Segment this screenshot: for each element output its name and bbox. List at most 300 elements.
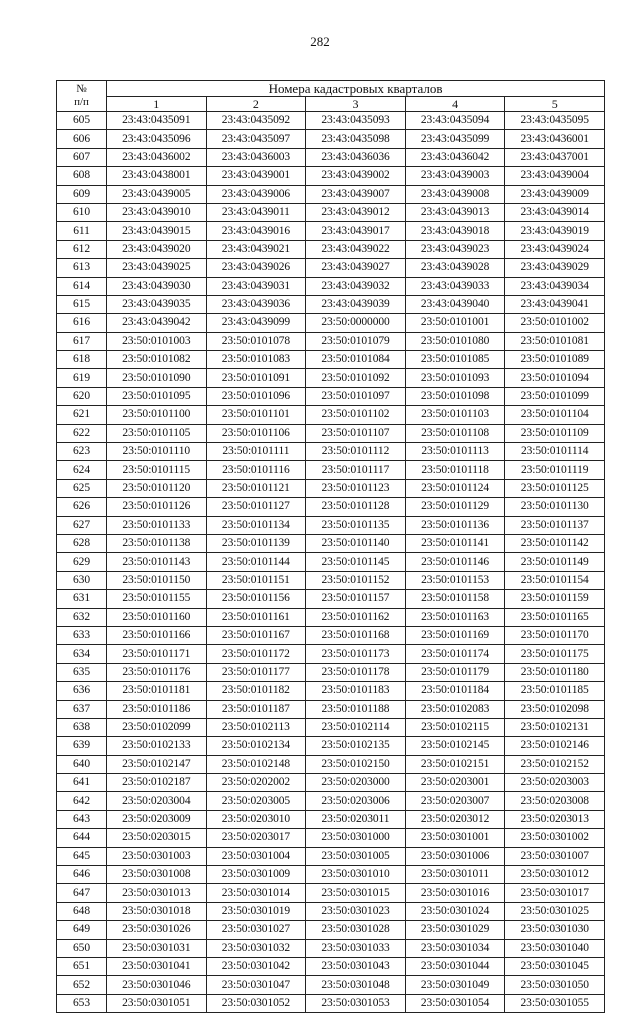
row-number: 606 xyxy=(57,130,107,148)
cadastral-number-cell: 23:50:0101082 xyxy=(107,351,207,369)
cadastral-number-cell: 23:50:0101139 xyxy=(206,534,306,552)
cadastral-number-cell: 23:43:0439022 xyxy=(306,240,406,258)
cadastral-number-cell: 23:43:0439032 xyxy=(306,277,406,295)
cadastral-number-cell: 23:50:0301028 xyxy=(306,921,406,939)
cadastral-number-cell: 23:50:0301016 xyxy=(405,884,505,902)
cadastral-number-cell: 23:50:0203005 xyxy=(206,792,306,810)
cadastral-number-cell: 23:50:0101156 xyxy=(206,590,306,608)
cadastral-number-cell: 23:43:0439039 xyxy=(306,295,406,313)
cadastral-number-cell: 23:43:0439034 xyxy=(505,277,605,295)
cadastral-number-cell: 23:50:0102115 xyxy=(405,718,505,736)
cadastral-number-cell: 23:50:0301025 xyxy=(505,902,605,920)
row-number: 612 xyxy=(57,240,107,258)
cadastral-number-cell: 23:43:0436001 xyxy=(505,130,605,148)
table-row xyxy=(57,939,605,957)
cadastral-number-cell: 23:50:0101129 xyxy=(405,498,505,516)
cadastral-number-cell: 23:43:0439005 xyxy=(107,185,207,203)
cadastral-number-cell: 23:43:0435094 xyxy=(405,112,505,130)
cadastral-number-cell: 23:50:0301007 xyxy=(505,847,605,865)
cadastral-number-cell: 23:50:0101171 xyxy=(107,645,207,663)
cadastral-number-cell: 23:43:0439010 xyxy=(107,203,207,221)
table-row xyxy=(57,571,605,589)
cadastral-number-cell: 23:43:0439019 xyxy=(505,222,605,240)
cadastral-number-cell: 23:50:0101108 xyxy=(405,424,505,442)
cadastral-number-cell: 23:50:0101130 xyxy=(505,498,605,516)
cadastral-number-cell: 23:43:0439011 xyxy=(206,203,306,221)
cadastral-number-cell: 23:50:0301031 xyxy=(107,939,207,957)
row-number: 638 xyxy=(57,718,107,736)
cadastral-number-cell: 23:50:0101135 xyxy=(306,516,406,534)
row-number: 614 xyxy=(57,277,107,295)
cadastral-number-cell: 23:50:0301000 xyxy=(306,829,406,847)
cadastral-number-cell: 23:50:0101109 xyxy=(505,424,605,442)
table-row xyxy=(57,406,605,424)
cadastral-number-cell: 23:43:0439026 xyxy=(206,259,306,277)
cadastral-quarters-table xyxy=(56,80,605,1013)
cadastral-number-cell: 23:50:0101184 xyxy=(405,682,505,700)
cadastral-number-cell: 23:50:0101078 xyxy=(206,332,306,350)
header-row-columns xyxy=(57,97,605,112)
cadastral-number-cell: 23:43:0435097 xyxy=(206,130,306,148)
cadastral-number-cell: 23:50:0101178 xyxy=(306,663,406,681)
cadastral-number-cell: 23:50:0101186 xyxy=(107,700,207,718)
cadastral-number-cell: 23:50:0203006 xyxy=(306,792,406,810)
cadastral-number-cell: 23:43:0439040 xyxy=(405,295,505,313)
cadastral-number-cell: 23:50:0301045 xyxy=(505,957,605,975)
cadastral-number-cell: 23:50:0101080 xyxy=(405,332,505,350)
cadastral-number-cell: 23:50:0301041 xyxy=(107,957,207,975)
cadastral-number-cell: 23:50:0101134 xyxy=(206,516,306,534)
row-number: 644 xyxy=(57,829,107,847)
cadastral-quarters-header: Номера кадастровых кварталов xyxy=(107,81,605,97)
cadastral-number-cell: 23:50:0102146 xyxy=(505,737,605,755)
table-row xyxy=(57,957,605,975)
cadastral-number-cell: 23:50:0101150 xyxy=(107,571,207,589)
cadastral-number-cell: 23:43:0439031 xyxy=(206,277,306,295)
table-row xyxy=(57,424,605,442)
cadastral-number-cell: 23:50:0301011 xyxy=(405,866,505,884)
cadastral-number-cell: 23:43:0439023 xyxy=(405,240,505,258)
cadastral-number-cell: 23:50:0301026 xyxy=(107,921,207,939)
cadastral-number-cell: 23:43:0435096 xyxy=(107,130,207,148)
table-row xyxy=(57,167,605,185)
cadastral-number-cell: 23:50:0101097 xyxy=(306,387,406,405)
cadastral-number-cell: 23:50:0101152 xyxy=(306,571,406,589)
cadastral-number-cell: 23:50:0101144 xyxy=(206,553,306,571)
cadastral-number-cell: 23:50:0101176 xyxy=(107,663,207,681)
table-row xyxy=(57,718,605,736)
cadastral-number-cell: 23:43:0439003 xyxy=(405,167,505,185)
cadastral-number-cell: 23:50:0101126 xyxy=(107,498,207,516)
cadastral-number-cell: 23:50:0301004 xyxy=(206,847,306,865)
cadastral-number-cell: 23:50:0101115 xyxy=(107,461,207,479)
cadastral-number-cell: 23:50:0301033 xyxy=(306,939,406,957)
cadastral-number-cell: 23:50:0301030 xyxy=(505,921,605,939)
cadastral-number-cell: 23:50:0101113 xyxy=(405,443,505,461)
cadastral-number-cell: 23:50:0101081 xyxy=(505,332,605,350)
cadastral-number-cell: 23:50:0101105 xyxy=(107,424,207,442)
cadastral-number-cell: 23:50:0301047 xyxy=(206,976,306,994)
cadastral-number-cell: 23:50:0301040 xyxy=(505,939,605,957)
row-number: 605 xyxy=(57,112,107,130)
table-row xyxy=(57,277,605,295)
cadastral-number-cell: 23:50:0102152 xyxy=(505,755,605,773)
cadastral-number-cell: 23:50:0203009 xyxy=(107,810,207,828)
row-number: 632 xyxy=(57,608,107,626)
row-number: 625 xyxy=(57,479,107,497)
cadastral-number-cell: 23:50:0102099 xyxy=(107,718,207,736)
cadastral-number-cell: 23:50:0301018 xyxy=(107,902,207,920)
row-number: 622 xyxy=(57,424,107,442)
cadastral-number-cell: 23:43:0439017 xyxy=(306,222,406,240)
row-number: 623 xyxy=(57,443,107,461)
cadastral-number-cell: 23:43:0439009 xyxy=(505,185,605,203)
row-number: 642 xyxy=(57,792,107,810)
row-number: 631 xyxy=(57,590,107,608)
row-number: 634 xyxy=(57,645,107,663)
cadastral-number-cell: 23:50:0102150 xyxy=(306,755,406,773)
cadastral-number-cell: 23:50:0101093 xyxy=(405,369,505,387)
cadastral-number-cell: 23:50:0301044 xyxy=(405,957,505,975)
cadastral-number-cell: 23:50:0101136 xyxy=(405,516,505,534)
cadastral-number-cell: 23:50:0301046 xyxy=(107,976,207,994)
cadastral-number-cell: 23:50:0301002 xyxy=(505,829,605,847)
cadastral-number-cell: 23:50:0301054 xyxy=(405,994,505,1012)
cadastral-number-cell: 23:50:0301051 xyxy=(107,994,207,1012)
row-number: 620 xyxy=(57,387,107,405)
cadastral-number-cell: 23:50:0101098 xyxy=(405,387,505,405)
cadastral-number-cell: 23:50:0101128 xyxy=(306,498,406,516)
row-number: 608 xyxy=(57,167,107,185)
cadastral-number-cell: 23:50:0301006 xyxy=(405,847,505,865)
cadastral-number-cell: 23:43:0439004 xyxy=(505,167,605,185)
row-number: 611 xyxy=(57,222,107,240)
cadastral-number-cell: 23:43:0439041 xyxy=(505,295,605,313)
column-header-1: 1 xyxy=(107,97,207,112)
cadastral-number-cell: 23:50:0101123 xyxy=(306,479,406,497)
cadastral-number-cell: 23:50:0202002 xyxy=(206,774,306,792)
cadastral-number-cell: 23:43:0435092 xyxy=(206,112,306,130)
cadastral-number-cell: 23:50:0101001 xyxy=(405,314,505,332)
table-row xyxy=(57,553,605,571)
cadastral-number-cell: 23:50:0101111 xyxy=(206,443,306,461)
cadastral-number-cell: 23:50:0101179 xyxy=(405,663,505,681)
cadastral-number-cell: 23:50:0102147 xyxy=(107,755,207,773)
cadastral-number-cell: 23:50:0101117 xyxy=(306,461,406,479)
cadastral-number-cell: 23:50:0101188 xyxy=(306,700,406,718)
row-number: 619 xyxy=(57,369,107,387)
row-number: 647 xyxy=(57,884,107,902)
cadastral-number-cell: 23:50:0101127 xyxy=(206,498,306,516)
row-number: 635 xyxy=(57,663,107,681)
cadastral-number-cell: 23:50:0101149 xyxy=(505,553,605,571)
cadastral-number-cell: 23:50:0101165 xyxy=(505,608,605,626)
table-row xyxy=(57,645,605,663)
table-row xyxy=(57,351,605,369)
cadastral-number-cell: 23:50:0301009 xyxy=(206,866,306,884)
cadastral-number-cell: 23:50:0101104 xyxy=(505,406,605,424)
cadastral-number-cell: 23:50:0203007 xyxy=(405,792,505,810)
cadastral-number-cell: 23:43:0436042 xyxy=(405,148,505,166)
cadastral-number-cell: 23:50:0101101 xyxy=(206,406,306,424)
cadastral-number-cell: 23:50:0101137 xyxy=(505,516,605,534)
cadastral-number-cell: 23:43:0435095 xyxy=(505,112,605,130)
cadastral-number-cell: 23:43:0439008 xyxy=(405,185,505,203)
table-row xyxy=(57,259,605,277)
cadastral-number-cell: 23:50:0301017 xyxy=(505,884,605,902)
cadastral-number-cell: 23:43:0438001 xyxy=(107,167,207,185)
cadastral-number-cell: 23:50:0101167 xyxy=(206,626,306,644)
cadastral-number-cell: 23:43:0439036 xyxy=(206,295,306,313)
cadastral-number-cell: 23:50:0101124 xyxy=(405,479,505,497)
table-row xyxy=(57,314,605,332)
cadastral-number-cell: 23:50:0101161 xyxy=(206,608,306,626)
table-row xyxy=(57,921,605,939)
cadastral-number-cell: 23:43:0435098 xyxy=(306,130,406,148)
cadastral-number-cell: 23:50:0301042 xyxy=(206,957,306,975)
table-row xyxy=(57,461,605,479)
cadastral-number-cell: 23:50:0101168 xyxy=(306,626,406,644)
cadastral-number-cell: 23:50:0203012 xyxy=(405,810,505,828)
cadastral-number-cell: 23:43:0439027 xyxy=(306,259,406,277)
column-header-3: 3 xyxy=(306,97,406,112)
cadastral-number-cell: 23:50:0101083 xyxy=(206,351,306,369)
table-row xyxy=(57,203,605,221)
cadastral-number-cell: 23:50:0101146 xyxy=(405,553,505,571)
cadastral-number-cell: 23:43:0439033 xyxy=(405,277,505,295)
cadastral-number-cell: 23:50:0101085 xyxy=(405,351,505,369)
row-number-header xyxy=(57,81,107,112)
row-number: 651 xyxy=(57,957,107,975)
cadastral-number-cell: 23:50:0101100 xyxy=(107,406,207,424)
cadastral-number-cell: 23:50:0101181 xyxy=(107,682,207,700)
cadastral-number-cell: 23:50:0101095 xyxy=(107,387,207,405)
cadastral-number-cell: 23:43:0439012 xyxy=(306,203,406,221)
table-row xyxy=(57,902,605,920)
row-number: 613 xyxy=(57,259,107,277)
table-row xyxy=(57,829,605,847)
cadastral-number-cell: 23:50:0101079 xyxy=(306,332,406,350)
cadastral-number-cell: 23:43:0436003 xyxy=(206,148,306,166)
column-header-2: 2 xyxy=(206,97,306,112)
row-number: 617 xyxy=(57,332,107,350)
cadastral-number-cell: 23:50:0203003 xyxy=(505,774,605,792)
table-row xyxy=(57,755,605,773)
cadastral-number-cell: 23:50:0301050 xyxy=(505,976,605,994)
cadastral-number-cell: 23:50:0301008 xyxy=(107,866,207,884)
cadastral-number-cell: 23:43:0439014 xyxy=(505,203,605,221)
cadastral-number-cell: 23:50:0101084 xyxy=(306,351,406,369)
cadastral-number-cell: 23:43:0435091 xyxy=(107,112,207,130)
cadastral-number-cell: 23:43:0436036 xyxy=(306,148,406,166)
row-number: 615 xyxy=(57,295,107,313)
row-number: 626 xyxy=(57,498,107,516)
table-row xyxy=(57,976,605,994)
cadastral-number-cell: 23:50:0102145 xyxy=(405,737,505,755)
cadastral-number-cell: 23:50:0101110 xyxy=(107,443,207,461)
cadastral-number-cell: 23:43:0439025 xyxy=(107,259,207,277)
table-row xyxy=(57,112,605,130)
row-number: 621 xyxy=(57,406,107,424)
table-row xyxy=(57,240,605,258)
cadastral-number-cell: 23:50:0101141 xyxy=(405,534,505,552)
row-number: 610 xyxy=(57,203,107,221)
cadastral-number-cell: 23:50:0203000 xyxy=(306,774,406,792)
cadastral-number-cell: 23:50:0301027 xyxy=(206,921,306,939)
cadastral-number-cell: 23:43:0439028 xyxy=(405,259,505,277)
table-row xyxy=(57,590,605,608)
row-number: 618 xyxy=(57,351,107,369)
row-number-header-line: п/п xyxy=(74,96,89,108)
cadastral-number-cell: 23:50:0101121 xyxy=(206,479,306,497)
cadastral-number-cell: 23:50:0203010 xyxy=(206,810,306,828)
cadastral-number-cell: 23:50:0101183 xyxy=(306,682,406,700)
row-number: 609 xyxy=(57,185,107,203)
cadastral-number-cell: 23:50:0203017 xyxy=(206,829,306,847)
table-row xyxy=(57,774,605,792)
row-number: 652 xyxy=(57,976,107,994)
cadastral-number-cell: 23:43:0439021 xyxy=(206,240,306,258)
cadastral-number-cell: 23:50:0101102 xyxy=(306,406,406,424)
cadastral-number-cell: 23:50:0101089 xyxy=(505,351,605,369)
cadastral-number-cell: 23:50:0101163 xyxy=(405,608,505,626)
table-row xyxy=(57,295,605,313)
cadastral-number-cell: 23:50:0102133 xyxy=(107,737,207,755)
table-row xyxy=(57,700,605,718)
cadastral-number-cell: 23:50:0101142 xyxy=(505,534,605,552)
cadastral-number-cell: 23:50:0102113 xyxy=(206,718,306,736)
table-row xyxy=(57,534,605,552)
cadastral-number-cell: 23:50:0301010 xyxy=(306,866,406,884)
table-row xyxy=(57,626,605,644)
cadastral-number-cell: 23:43:0439042 xyxy=(107,314,207,332)
cadastral-number-cell: 23:50:0101094 xyxy=(505,369,605,387)
cadastral-number-cell: 23:50:0101106 xyxy=(206,424,306,442)
cadastral-number-cell: 23:50:0301024 xyxy=(405,902,505,920)
cadastral-number-cell: 23:50:0101118 xyxy=(405,461,505,479)
cadastral-number-cell: 23:50:0101120 xyxy=(107,479,207,497)
cadastral-number-cell: 23:50:0000000 xyxy=(306,314,406,332)
cadastral-number-cell: 23:43:0439099 xyxy=(206,314,306,332)
table-row xyxy=(57,369,605,387)
cadastral-number-cell: 23:50:0101160 xyxy=(107,608,207,626)
row-number: 628 xyxy=(57,534,107,552)
row-number: 645 xyxy=(57,847,107,865)
cadastral-number-cell: 23:50:0301005 xyxy=(306,847,406,865)
cadastral-number-cell: 23:50:0301001 xyxy=(405,829,505,847)
cadastral-number-cell: 23:50:0101162 xyxy=(306,608,406,626)
row-number: 639 xyxy=(57,737,107,755)
cadastral-number-cell: 23:50:0101172 xyxy=(206,645,306,663)
table-row xyxy=(57,792,605,810)
cadastral-number-cell: 23:50:0101153 xyxy=(405,571,505,589)
row-number: 649 xyxy=(57,921,107,939)
table-row xyxy=(57,847,605,865)
cadastral-number-cell: 23:50:0301013 xyxy=(107,884,207,902)
cadastral-number-cell: 23:50:0101169 xyxy=(405,626,505,644)
table-row xyxy=(57,387,605,405)
cadastral-number-cell: 23:50:0301053 xyxy=(306,994,406,1012)
cadastral-number-cell: 23:50:0102151 xyxy=(405,755,505,773)
cadastral-number-cell: 23:50:0203004 xyxy=(107,792,207,810)
row-number: 616 xyxy=(57,314,107,332)
table-row xyxy=(57,516,605,534)
table-row xyxy=(57,185,605,203)
row-number: 629 xyxy=(57,553,107,571)
cadastral-number-cell: 23:50:0301052 xyxy=(206,994,306,1012)
cadastral-number-cell: 23:50:0203011 xyxy=(306,810,406,828)
cadastral-number-cell: 23:50:0203008 xyxy=(505,792,605,810)
cadastral-number-cell: 23:50:0203013 xyxy=(505,810,605,828)
cadastral-number-cell: 23:50:0101182 xyxy=(206,682,306,700)
table-row xyxy=(57,884,605,902)
cadastral-number-cell: 23:50:0101090 xyxy=(107,369,207,387)
cadastral-number-cell: 23:50:0203015 xyxy=(107,829,207,847)
cadastral-number-cell: 23:50:0101174 xyxy=(405,645,505,663)
cadastral-number-cell: 23:50:0102135 xyxy=(306,737,406,755)
cadastral-number-cell: 23:50:0101155 xyxy=(107,590,207,608)
table-row xyxy=(57,663,605,681)
row-number: 633 xyxy=(57,626,107,644)
cadastral-number-cell: 23:43:0437001 xyxy=(505,148,605,166)
cadastral-number-cell: 23:50:0101119 xyxy=(505,461,605,479)
cadastral-number-cell: 23:50:0101158 xyxy=(405,590,505,608)
cadastral-number-cell: 23:50:0101145 xyxy=(306,553,406,571)
table-row xyxy=(57,810,605,828)
row-number: 637 xyxy=(57,700,107,718)
table-row xyxy=(57,332,605,350)
cadastral-number-cell: 23:50:0301029 xyxy=(405,921,505,939)
table-row xyxy=(57,866,605,884)
cadastral-number-cell: 23:50:0301012 xyxy=(505,866,605,884)
cadastral-number-cell: 23:50:0101003 xyxy=(107,332,207,350)
cadastral-number-cell: 23:50:0101159 xyxy=(505,590,605,608)
cadastral-number-cell: 23:50:0101091 xyxy=(206,369,306,387)
cadastral-number-cell: 23:50:0301003 xyxy=(107,847,207,865)
column-header-4: 4 xyxy=(405,97,505,112)
cadastral-number-cell: 23:50:0301014 xyxy=(206,884,306,902)
cadastral-number-cell: 23:50:0101125 xyxy=(505,479,605,497)
cadastral-number-cell: 23:43:0439016 xyxy=(206,222,306,240)
cadastral-number-cell: 23:50:0301043 xyxy=(306,957,406,975)
table-row xyxy=(57,608,605,626)
cadastral-number-cell: 23:50:0102098 xyxy=(505,700,605,718)
row-number: 636 xyxy=(57,682,107,700)
cadastral-number-cell: 23:50:0102148 xyxy=(206,755,306,773)
cadastral-number-cell: 23:43:0435093 xyxy=(306,112,406,130)
cadastral-number-cell: 23:43:0439018 xyxy=(405,222,505,240)
cadastral-number-cell: 23:43:0439013 xyxy=(405,203,505,221)
cadastral-number-cell: 23:50:0101092 xyxy=(306,369,406,387)
table-row xyxy=(57,994,605,1012)
row-number-header-line: № xyxy=(76,83,87,95)
cadastral-number-cell: 23:50:0301023 xyxy=(306,902,406,920)
cadastral-number-cell: 23:43:0439020 xyxy=(107,240,207,258)
column-header-5: 5 xyxy=(505,97,605,112)
cadastral-number-cell: 23:50:0101138 xyxy=(107,534,207,552)
row-number: 607 xyxy=(57,148,107,166)
cadastral-number-cell: 23:50:0101112 xyxy=(306,443,406,461)
cadastral-number-cell: 23:50:0301015 xyxy=(306,884,406,902)
cadastral-number-cell: 23:43:0439007 xyxy=(306,185,406,203)
cadastral-number-cell: 23:43:0436002 xyxy=(107,148,207,166)
row-number: 627 xyxy=(57,516,107,534)
row-number: 641 xyxy=(57,774,107,792)
cadastral-number-cell: 23:43:0439029 xyxy=(505,259,605,277)
cadastral-number-cell: 23:43:0439035 xyxy=(107,295,207,313)
cadastral-number-cell: 23:50:0102187 xyxy=(107,774,207,792)
table-row xyxy=(57,130,605,148)
